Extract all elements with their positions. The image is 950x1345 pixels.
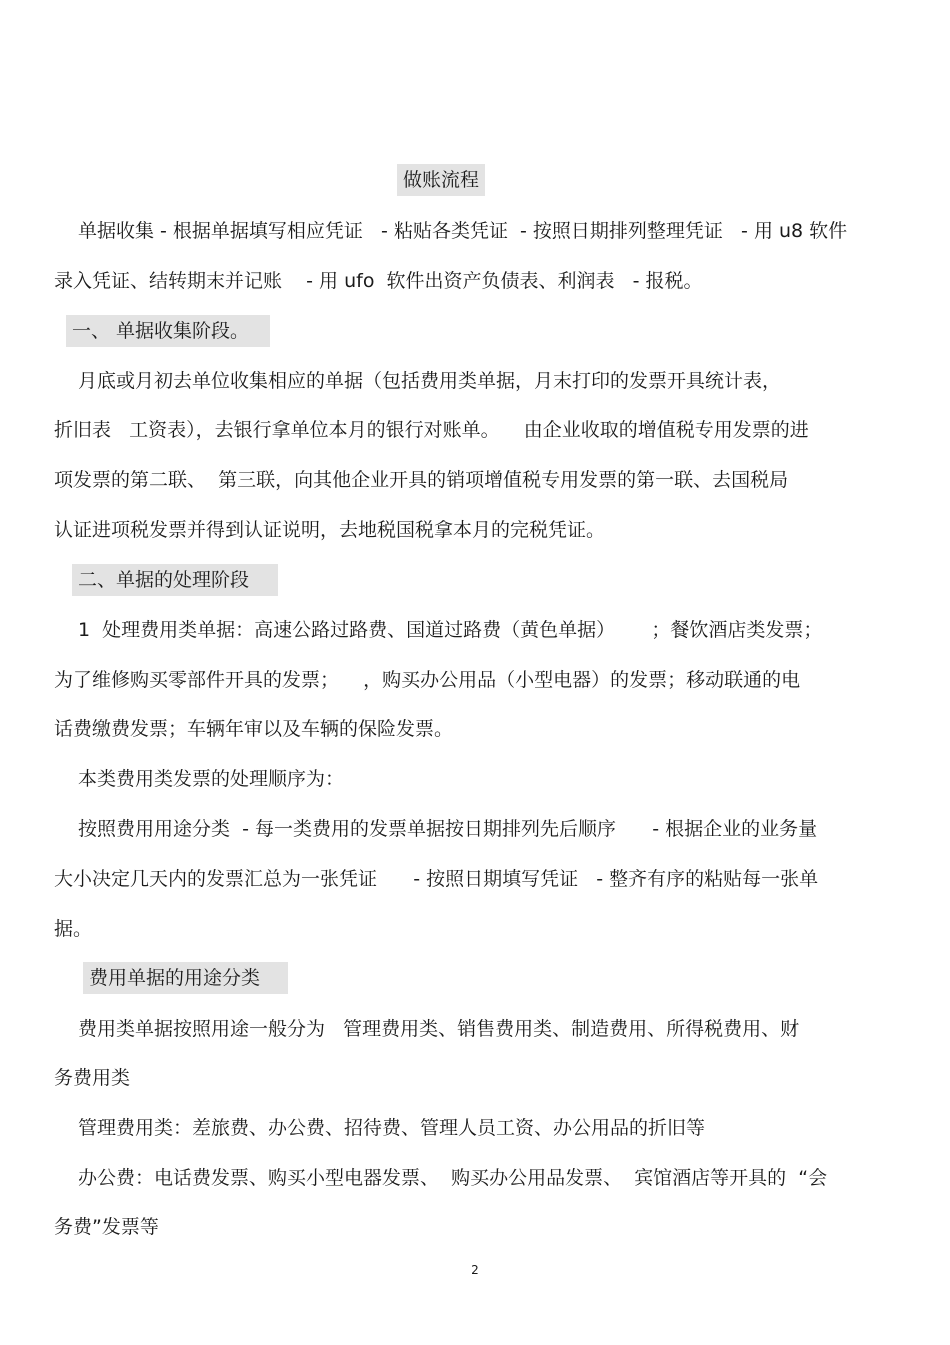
- section2-heading: 二、单据的处理阶段: [72, 564, 278, 596]
- section3-heading: 费用单据的用途分类: [83, 962, 288, 994]
- section2-order-line-1: 按照费用用途分类 - 每一类费用的发票单据按日期排列先后顺序 - 根据企业的业务量: [78, 818, 818, 840]
- section1-line-1: 月底或月初去单位收集相应的单据（包括费用类单据，月末打印的发票开具统计表，: [78, 370, 782, 392]
- section1-line-4: 认证进项税发票并得到认证说明，去地税国税拿本月的完税凭证。: [54, 519, 606, 541]
- section3-office-line-2: 务费”发票等: [54, 1216, 159, 1238]
- intro-line-2: 录入凭证、结转期末并记账 - 用 ufo 软件出资产负债表、利润表 - 报税。: [54, 270, 703, 292]
- section1-heading: 一、 单据收集阶段。: [66, 315, 270, 347]
- section2-item1-line-3: 话费缴费发票；车辆年审以及车辆的保险发票。: [54, 718, 454, 740]
- section3-office-line-1: 办公费：电话费发票、购买小型电器发票、 购买办公用品发票、 宾馆酒店等开具的 “会: [78, 1167, 828, 1189]
- section1-line-2: 折旧表 工资表），去银行拿单位本月的银行对账单。 由企业收取的增值税专用发票的进: [54, 419, 809, 441]
- section3-category-line-2: 务费用类: [54, 1067, 131, 1089]
- section2-order-intro: 本类费用类发票的处理顺序为：: [78, 768, 345, 790]
- section1-line-3: 项发票的第二联、 第三联，向其他企业开具的销项增值税专用发票的第一联、去国税局: [54, 469, 789, 491]
- section3-mgmt-line: 管理费用类：差旅费、办公费、招待费、管理人员工资、办公用品的折旧等: [78, 1117, 706, 1139]
- intro-line-1: 单据收集 - 根据单据填写相应凭证 - 粘贴各类凭证 - 按照日期排列整理凭证 - 用 u8 软件: [78, 220, 848, 242]
- section2-item1-line-1: 1 处理费用类单据：高速公路过路费、国道过路费（黄色单据） ；餐饮酒店类发票；: [78, 619, 823, 641]
- document-title: 做账流程: [397, 164, 485, 196]
- section2-item1-line-2: 为了维修购买零部件开具的发票； ，购买办公用品（小型电器）的发票；移动联通的电: [54, 669, 801, 691]
- section3-category-line-1: 费用类单据按照用途一般分为 管理费用类、销售费用类、制造费用、所得税费用、财: [78, 1018, 800, 1040]
- section2-order-line-2: 大小决定几天内的发票汇总为一张凭证 - 按照日期填写凭证 - 整齐有序的粘贴每一张单: [54, 868, 819, 890]
- page-number: 2: [471, 1263, 479, 1277]
- section2-order-line-3: 据。: [54, 918, 93, 940]
